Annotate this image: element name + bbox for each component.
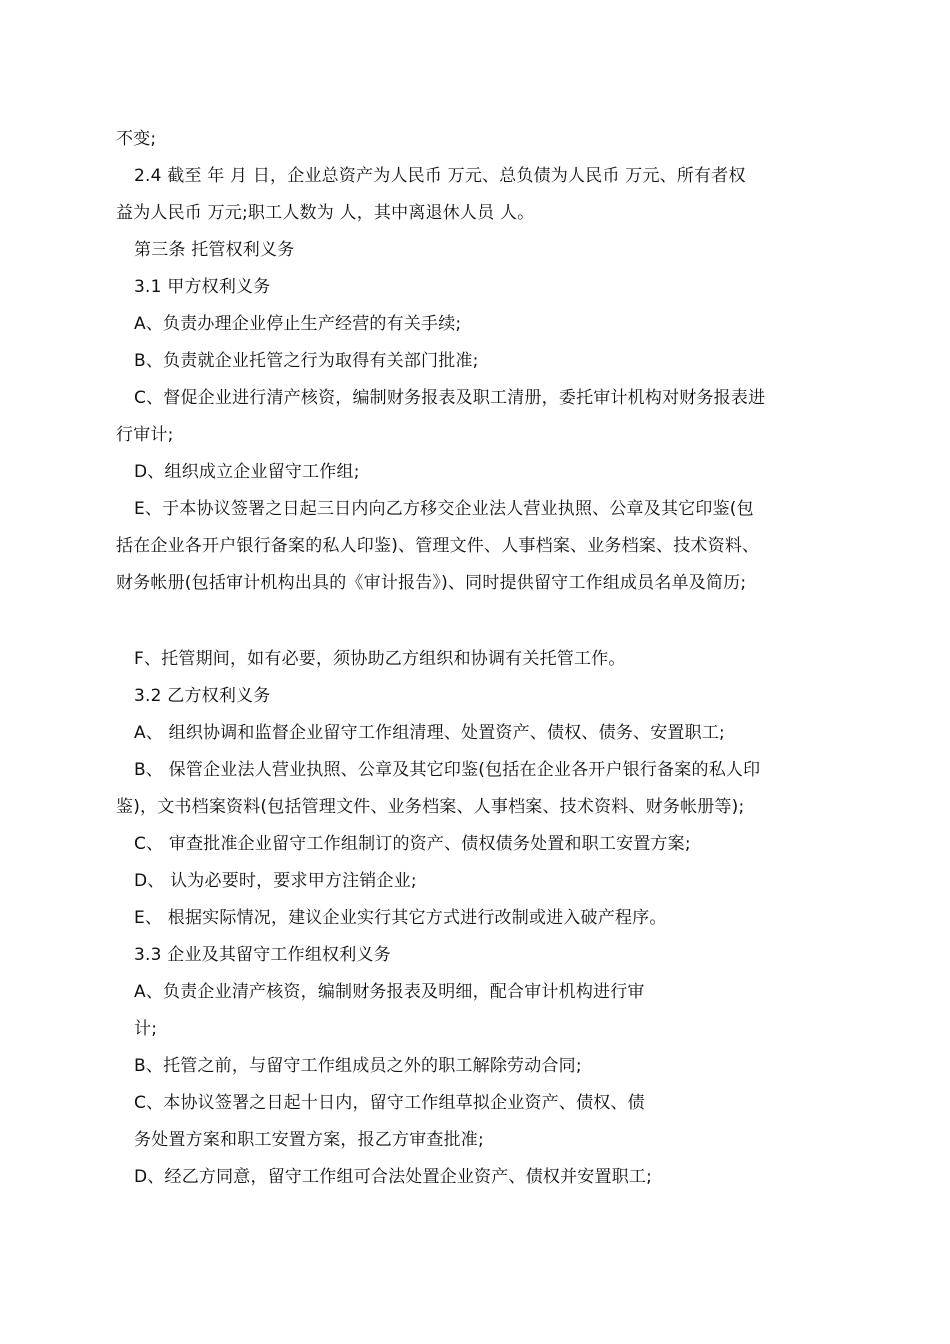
list-item: A、 组织协调和监督企业留守工作组清理、处置资产、债权、债务、安置职工; [134, 723, 725, 743]
list-item: D、 认为必要时，要求甲方注销企业; [134, 871, 417, 891]
list-item: B、 保管企业法人营业执照、公章及其它印鉴(包括在企业各开户银行备案的私人印 [134, 760, 761, 780]
section-3-3-heading: 3.3 企业及其留守工作组权利义务 [134, 945, 391, 965]
text-line: 财务帐册(包括审计机构出具的《审计报告》)、同时提供留守工作组成员名单及简历; [116, 573, 747, 593]
section-3-1-heading: 3.1 甲方权利义务 [134, 277, 271, 297]
text-line: 括在企业各开户银行备案的私人印鉴)、管理文件、人事档案、业务档案、技术资料、 [116, 536, 760, 556]
list-item: D、经乙方同意，留守工作组可合法处置企业资产、债权并安置职工; [134, 1167, 653, 1187]
section-3-2-heading: 3.2 乙方权利义务 [134, 686, 271, 706]
list-item: D、组织成立企业留守工作组; [134, 462, 360, 482]
section-2-4-line: 2.4 截至 年 月 日，企业总资产为人民币 万元、总负债为人民币 万元、所有者权 [134, 166, 746, 186]
list-item: C、 审查批准企业留守工作组制订的资产、债权债务处置和职工安置方案; [134, 834, 691, 854]
text-line: 务处置方案和职工安置方案，报乙方审查批准; [134, 1130, 484, 1150]
list-item: C、督促企业进行清产核资，编制财务报表及职工清册，委托审计机构对财务报表进 [134, 388, 766, 408]
article-3-heading: 第三条 托管权利义务 [134, 240, 295, 260]
list-item: F、托管期间，如有必要，须协助乙方组织和协调有关托管工作。 [134, 649, 626, 669]
text-line: 鉴)，文书档案资料(包括管理文件、业务档案、人事档案、技术资料、财务帐册等); [116, 797, 745, 817]
text-line: 计; [134, 1019, 158, 1039]
list-item: B、负责就企业托管之行为取得有关部门批准; [134, 351, 479, 371]
list-item: C、本协议签署之日起十日内，留守工作组草拟企业资产、债权、债 [134, 1093, 645, 1113]
list-item: E、 根据实际情况，建议企业实行其它方式进行改制或进入破产程序。 [134, 908, 667, 928]
list-item: A、负责办理企业停止生产经营的有关手续; [134, 314, 462, 334]
text-line: 益为人民币 万元;职工人数为 人，其中离退休人员 人。 [116, 203, 535, 223]
text-line: 不变; [116, 129, 157, 149]
list-item: A、负责企业清产核资，编制财务报表及明细，配合审计机构进行审 [134, 982, 645, 1002]
text-line: 行审计; [116, 425, 174, 445]
list-item: B、托管之前，与留守工作组成员之外的职工解除劳动合同; [134, 1056, 582, 1076]
list-item: E、于本协议签署之日起三日内向乙方移交企业法人营业执照、公章及其它印鉴(包 [134, 499, 754, 519]
